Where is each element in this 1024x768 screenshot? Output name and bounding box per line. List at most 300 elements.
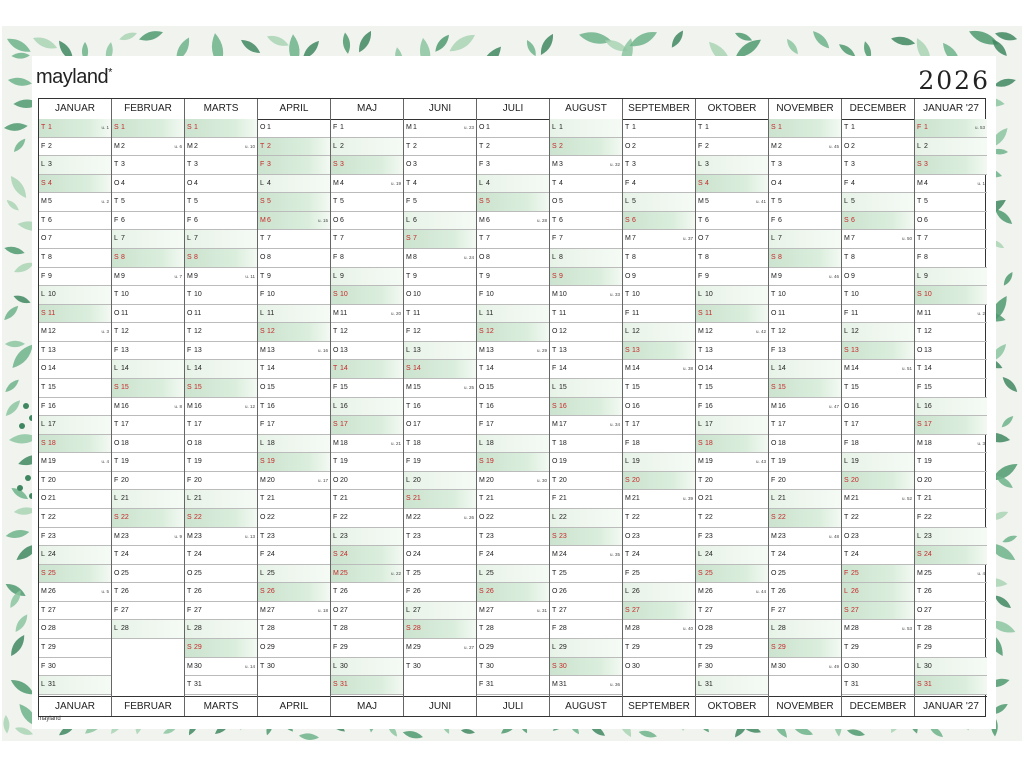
- day-number: 25: [486, 569, 494, 577]
- weekday-letter: M: [771, 662, 777, 670]
- weekday-letter: T: [187, 421, 192, 429]
- day-number: 24: [632, 551, 640, 559]
- day-cell: [623, 398, 695, 417]
- day-cell: [331, 416, 403, 435]
- weekday-letter: L: [406, 606, 410, 614]
- day-cell: [477, 546, 549, 565]
- day-number: 15: [851, 383, 859, 391]
- weekday-letter: L: [698, 681, 702, 689]
- day-number: 8: [267, 253, 271, 261]
- weekday-letter: T: [698, 383, 703, 391]
- day-number: 12: [559, 328, 567, 336]
- day-number: 2: [194, 142, 198, 150]
- leaf-shape: [994, 30, 1018, 43]
- weekday-letter: S: [333, 681, 338, 689]
- weekday-letter: F: [844, 439, 849, 447]
- day-cell: [404, 230, 476, 249]
- week-number: u. 43: [755, 459, 766, 465]
- weekday-letter: F: [479, 291, 484, 299]
- leaf-shape: [118, 30, 138, 42]
- week-number: u. 2: [977, 310, 985, 316]
- day-number: 12: [267, 328, 275, 336]
- day-number: 14: [851, 365, 859, 373]
- leaf-shape: [1000, 414, 1015, 429]
- month-header: DECEMBER: [842, 99, 914, 120]
- weekday-letter: F: [187, 476, 192, 484]
- day-number: 3: [486, 161, 490, 169]
- weekday-letter: S: [552, 402, 557, 410]
- weekday-letter: O: [771, 439, 777, 447]
- weekday-letter: F: [479, 161, 484, 169]
- day-cell: [112, 268, 184, 287]
- day-number: 26: [705, 588, 713, 596]
- weekday-letter: T: [844, 291, 849, 299]
- weekday-letter: T: [406, 179, 411, 187]
- weekday-letter: T: [114, 198, 119, 206]
- day-cell: [112, 175, 184, 194]
- day-number: 30: [413, 662, 421, 670]
- weekday-letter: S: [114, 383, 119, 391]
- day-number: 4: [267, 179, 271, 187]
- weekday-letter: T: [114, 458, 119, 466]
- weekday-letter: F: [917, 643, 922, 651]
- day-number: 22: [48, 513, 56, 521]
- leaf-shape: [538, 32, 557, 57]
- weekday-letter: F: [625, 309, 630, 317]
- weekday-letter: L: [41, 291, 45, 299]
- month-footer: JULI: [477, 696, 549, 717]
- day-number: 18: [632, 439, 640, 447]
- berry-shape: [25, 475, 31, 481]
- weekday-letter: O: [625, 402, 631, 410]
- leaf-shape: [7, 174, 29, 201]
- day-cell: [112, 509, 184, 528]
- week-number: u. 26: [463, 514, 474, 520]
- day-number: 14: [340, 365, 348, 373]
- day-number: 13: [851, 346, 859, 354]
- weekday-letter: F: [625, 179, 630, 187]
- weekday-letter: L: [698, 291, 702, 299]
- day-cell: [696, 286, 768, 305]
- weekday-letter: T: [625, 291, 630, 299]
- day-cell: [769, 528, 841, 547]
- day-cell: [915, 398, 987, 417]
- day-number: 19: [413, 458, 421, 466]
- brand-name: mayland: [36, 66, 109, 88]
- weekday-letter: T: [187, 588, 192, 596]
- day-number: 8: [121, 253, 125, 261]
- day-cell: [39, 175, 111, 194]
- day-number: 17: [486, 421, 494, 429]
- weekday-letter: O: [552, 458, 558, 466]
- weekday-letter: S: [771, 124, 776, 131]
- day-cell: [477, 528, 549, 547]
- day-cell: [185, 676, 257, 695]
- weekday-letter: T: [479, 365, 484, 373]
- day-number: 5: [194, 198, 198, 206]
- day-cell: [915, 639, 987, 658]
- weekday-letter: M: [479, 216, 485, 224]
- day-number: 21: [778, 495, 786, 503]
- day-number: 26: [194, 588, 202, 596]
- day-number: 25: [267, 569, 275, 577]
- day-cell: [331, 546, 403, 565]
- weekday-letter: T: [260, 662, 265, 670]
- weekday-letter: T: [406, 439, 411, 447]
- day-cell: [550, 342, 622, 361]
- weekday-letter: M: [406, 513, 412, 521]
- day-number: 21: [194, 495, 202, 503]
- week-number: u. 49: [828, 663, 839, 669]
- day-cell: [112, 602, 184, 621]
- leaf-shape: [12, 137, 28, 154]
- day-number: 14: [194, 365, 202, 373]
- day-cell: [39, 546, 111, 565]
- day-cell: [550, 639, 622, 658]
- day-number: 5: [486, 198, 490, 206]
- week-number: u. 41: [755, 199, 766, 205]
- leaf-shape: [578, 30, 613, 47]
- day-cell: [623, 212, 695, 231]
- day-number: 12: [632, 328, 640, 336]
- weekday-letter: T: [260, 495, 265, 503]
- weekday-letter: O: [479, 124, 485, 131]
- day-number: 15: [705, 383, 713, 391]
- day-cell: [696, 156, 768, 175]
- weekday-letter: S: [771, 643, 776, 651]
- day-cell: [623, 565, 695, 584]
- week-number: u. 18: [317, 607, 328, 613]
- leaf-shape: [1000, 375, 1019, 395]
- day-number: 14: [559, 365, 567, 373]
- day-number: 15: [48, 383, 56, 391]
- day-number: 28: [194, 625, 202, 633]
- day-cell: [477, 472, 549, 491]
- weekday-letter: T: [406, 309, 411, 317]
- day-cell: [39, 658, 111, 677]
- day-number: 8: [632, 253, 636, 261]
- day-number: 4: [413, 179, 417, 187]
- day-number: 20: [559, 476, 567, 484]
- day-number: 6: [413, 216, 417, 224]
- day-number: 26: [778, 588, 786, 596]
- weekday-letter: F: [114, 346, 119, 354]
- day-cell: [842, 286, 914, 305]
- weekday-letter: M: [260, 476, 266, 484]
- day-number: 19: [632, 458, 640, 466]
- day-number: 31: [194, 681, 202, 689]
- day-cell: [185, 156, 257, 175]
- weekday-letter: F: [187, 346, 192, 354]
- day-number: 28: [121, 625, 129, 633]
- week-number: u. 3: [101, 329, 109, 335]
- weekday-letter: T: [625, 253, 630, 261]
- day-cell: [623, 639, 695, 658]
- month-column: [623, 99, 696, 716]
- day-number: 28: [413, 625, 421, 633]
- day-number: 31: [559, 681, 567, 689]
- day-number: 30: [194, 662, 202, 670]
- day-cell: [477, 212, 549, 231]
- day-number: 26: [48, 588, 56, 596]
- weekday-letter: M: [625, 495, 631, 503]
- weekday-letter: T: [187, 198, 192, 206]
- weekday-letter: S: [552, 142, 557, 150]
- day-cell: [915, 323, 987, 342]
- day-cell: [331, 676, 403, 695]
- weekday-letter: O: [698, 365, 704, 373]
- weekday-letter: S: [917, 681, 922, 689]
- weekday-letter: T: [333, 235, 338, 243]
- day-number: 23: [194, 532, 202, 540]
- day-cell: [39, 676, 111, 695]
- day-cell: [696, 509, 768, 528]
- day-cell: [623, 435, 695, 454]
- weekday-letter: T: [552, 346, 557, 354]
- day-number: 19: [194, 458, 202, 466]
- day-cell: [185, 435, 257, 454]
- weekday-letter: T: [406, 532, 411, 540]
- week-number: u. 46: [828, 273, 839, 279]
- day-number: 10: [340, 291, 348, 299]
- day-number: 18: [194, 439, 202, 447]
- day-cell: [623, 583, 695, 602]
- day-cell: [404, 398, 476, 417]
- weekday-letter: T: [625, 383, 630, 391]
- day-cell: [842, 509, 914, 528]
- weekday-letter: L: [479, 309, 483, 317]
- weekday-letter: S: [479, 458, 484, 466]
- day-number: 7: [486, 235, 490, 243]
- day-number: 10: [267, 291, 275, 299]
- leaf-shape: [13, 613, 30, 634]
- day-cell: [185, 583, 257, 602]
- leaf-shape: [138, 28, 164, 43]
- weekday-letter: T: [406, 142, 411, 150]
- day-number: 31: [705, 681, 713, 689]
- day-cell: [550, 249, 622, 268]
- day-cell: [331, 490, 403, 509]
- day-number: 18: [851, 439, 859, 447]
- day-cell: [112, 193, 184, 212]
- weekday-letter: M: [114, 532, 120, 540]
- weekday-letter: M: [552, 551, 558, 559]
- day-cell: [331, 379, 403, 398]
- day-cell: [477, 490, 549, 509]
- day-cell: [185, 379, 257, 398]
- day-number: 25: [924, 569, 932, 577]
- week-number: u. 11: [245, 273, 255, 279]
- weekday-letter: S: [917, 421, 922, 429]
- day-number: 28: [851, 625, 859, 633]
- footer-brand: mayland: [38, 716, 61, 722]
- leaf-shape: [266, 33, 291, 49]
- day-number: 12: [851, 328, 859, 336]
- weekday-letter: L: [260, 179, 264, 187]
- day-cell: [258, 138, 330, 157]
- day-number: 15: [559, 383, 567, 391]
- day-cell: [404, 286, 476, 305]
- day-number: 6: [486, 216, 490, 224]
- weekday-letter: O: [479, 383, 485, 391]
- day-number: 9: [559, 272, 563, 280]
- day-number: 20: [340, 476, 348, 484]
- day-number: 20: [413, 476, 421, 484]
- leaf-shape: [5, 341, 25, 348]
- weekday-letter: T: [844, 681, 849, 689]
- day-number: 14: [705, 365, 713, 373]
- day-number: 17: [413, 421, 421, 429]
- day-number: 6: [194, 216, 198, 224]
- weekday-letter: T: [625, 124, 630, 131]
- day-number: 10: [632, 291, 640, 299]
- weekday-letter: T: [41, 124, 46, 131]
- day-number: 30: [778, 662, 786, 670]
- day-cell: [769, 249, 841, 268]
- weekday-letter: M: [844, 625, 850, 633]
- day-number: 8: [194, 253, 198, 261]
- weekday-letter: T: [771, 161, 776, 169]
- day-number: 23: [924, 532, 932, 540]
- day-cell: [623, 490, 695, 509]
- day-number: 27: [851, 606, 859, 614]
- day-number: 13: [194, 346, 202, 354]
- week-number: u. 7: [174, 273, 182, 279]
- day-cell: [112, 546, 184, 565]
- day-cell: [185, 490, 257, 509]
- day-number: 16: [48, 402, 56, 410]
- day-number: 2: [705, 142, 709, 150]
- day-number: 24: [340, 551, 348, 559]
- weekday-letter: F: [187, 216, 192, 224]
- weekday-letter: M: [771, 272, 777, 280]
- day-number: 7: [48, 235, 52, 243]
- day-cell: [696, 249, 768, 268]
- weekday-letter: T: [41, 253, 46, 261]
- day-number: 25: [778, 569, 786, 577]
- weekday-letter: O: [187, 179, 193, 187]
- weekday-letter: T: [406, 662, 411, 670]
- day-cell: [404, 565, 476, 584]
- day-cell: [550, 416, 622, 435]
- weekday-letter: T: [771, 551, 776, 559]
- day-cell: [915, 583, 987, 602]
- month-footer: MAJ: [331, 696, 403, 717]
- day-cell: [477, 323, 549, 342]
- day-cell: [769, 490, 841, 509]
- day-cell: [842, 342, 914, 361]
- day-number: 18: [121, 439, 129, 447]
- weekday-letter: O: [260, 643, 266, 651]
- day-number: 9: [121, 272, 125, 280]
- day-number: 31: [48, 681, 56, 689]
- day-cell: [258, 398, 330, 417]
- day-cell: [331, 360, 403, 379]
- weekday-letter: S: [771, 383, 776, 391]
- day-cell: [331, 268, 403, 287]
- day-cell: [477, 360, 549, 379]
- weekday-letter: T: [625, 643, 630, 651]
- day-cell: [769, 212, 841, 231]
- day-cell: [623, 342, 695, 361]
- day-number: 11: [121, 309, 129, 317]
- day-number: 28: [48, 625, 56, 633]
- day-number: 20: [121, 476, 129, 484]
- week-number: u. 22: [390, 570, 401, 576]
- weekday-letter: T: [187, 328, 192, 336]
- day-cell: [842, 193, 914, 212]
- weekday-letter: O: [917, 476, 923, 484]
- weekday-letter: O: [552, 198, 558, 206]
- weekday-letter: F: [333, 643, 338, 651]
- day-number: 18: [705, 439, 713, 447]
- weekday-letter: O: [771, 309, 777, 317]
- day-number: 6: [48, 216, 52, 224]
- weekday-letter: O: [333, 346, 339, 354]
- day-cell: [258, 453, 330, 472]
- leaf-shape: [3, 378, 20, 395]
- weekday-letter: S: [114, 513, 119, 521]
- day-cell: [331, 453, 403, 472]
- leaf-shape: [7, 76, 32, 87]
- day-cell: [185, 360, 257, 379]
- weekday-letter: L: [552, 513, 556, 521]
- weekday-letter: L: [114, 495, 118, 503]
- day-number: 25: [851, 569, 859, 577]
- day-number: 28: [705, 625, 713, 633]
- weekday-letter: M: [260, 346, 266, 354]
- day-cell: [39, 342, 111, 361]
- day-cell: [331, 230, 403, 249]
- week-number: u. 39: [682, 496, 693, 502]
- day-cell: [769, 175, 841, 194]
- day-number: 8: [48, 253, 52, 261]
- month-footer: MARTS: [185, 696, 257, 717]
- day-number: 8: [413, 253, 417, 261]
- weekday-letter: T: [698, 643, 703, 651]
- day-cell: [258, 286, 330, 305]
- day-number: 9: [194, 272, 198, 280]
- weekday-letter: O: [114, 439, 120, 447]
- week-number: u. 20: [390, 310, 401, 316]
- week-number: u. 8: [174, 403, 182, 409]
- weekday-letter: L: [479, 439, 483, 447]
- day-number: 19: [121, 458, 129, 466]
- day-number: 22: [924, 513, 932, 521]
- day-cell: [477, 435, 549, 454]
- weekday-letter: T: [552, 606, 557, 614]
- day-cell: [404, 639, 476, 658]
- day-cell: [185, 138, 257, 157]
- weekday-letter: M: [698, 588, 704, 596]
- day-cell: [39, 565, 111, 584]
- day-cell: [769, 156, 841, 175]
- weekday-letter: T: [479, 532, 484, 540]
- day-number: 20: [194, 476, 202, 484]
- weekday-letter: M: [698, 328, 704, 336]
- day-cell: [258, 230, 330, 249]
- day-number: 12: [924, 328, 932, 336]
- day-number: 12: [48, 328, 56, 336]
- weekday-letter: T: [260, 402, 265, 410]
- day-cell: [331, 323, 403, 342]
- day-cell: [696, 138, 768, 157]
- weekday-letter: T: [41, 606, 46, 614]
- day-number: 30: [559, 662, 567, 670]
- weekday-letter: L: [114, 235, 118, 243]
- month-column: [112, 99, 185, 716]
- day-number: 24: [559, 551, 567, 559]
